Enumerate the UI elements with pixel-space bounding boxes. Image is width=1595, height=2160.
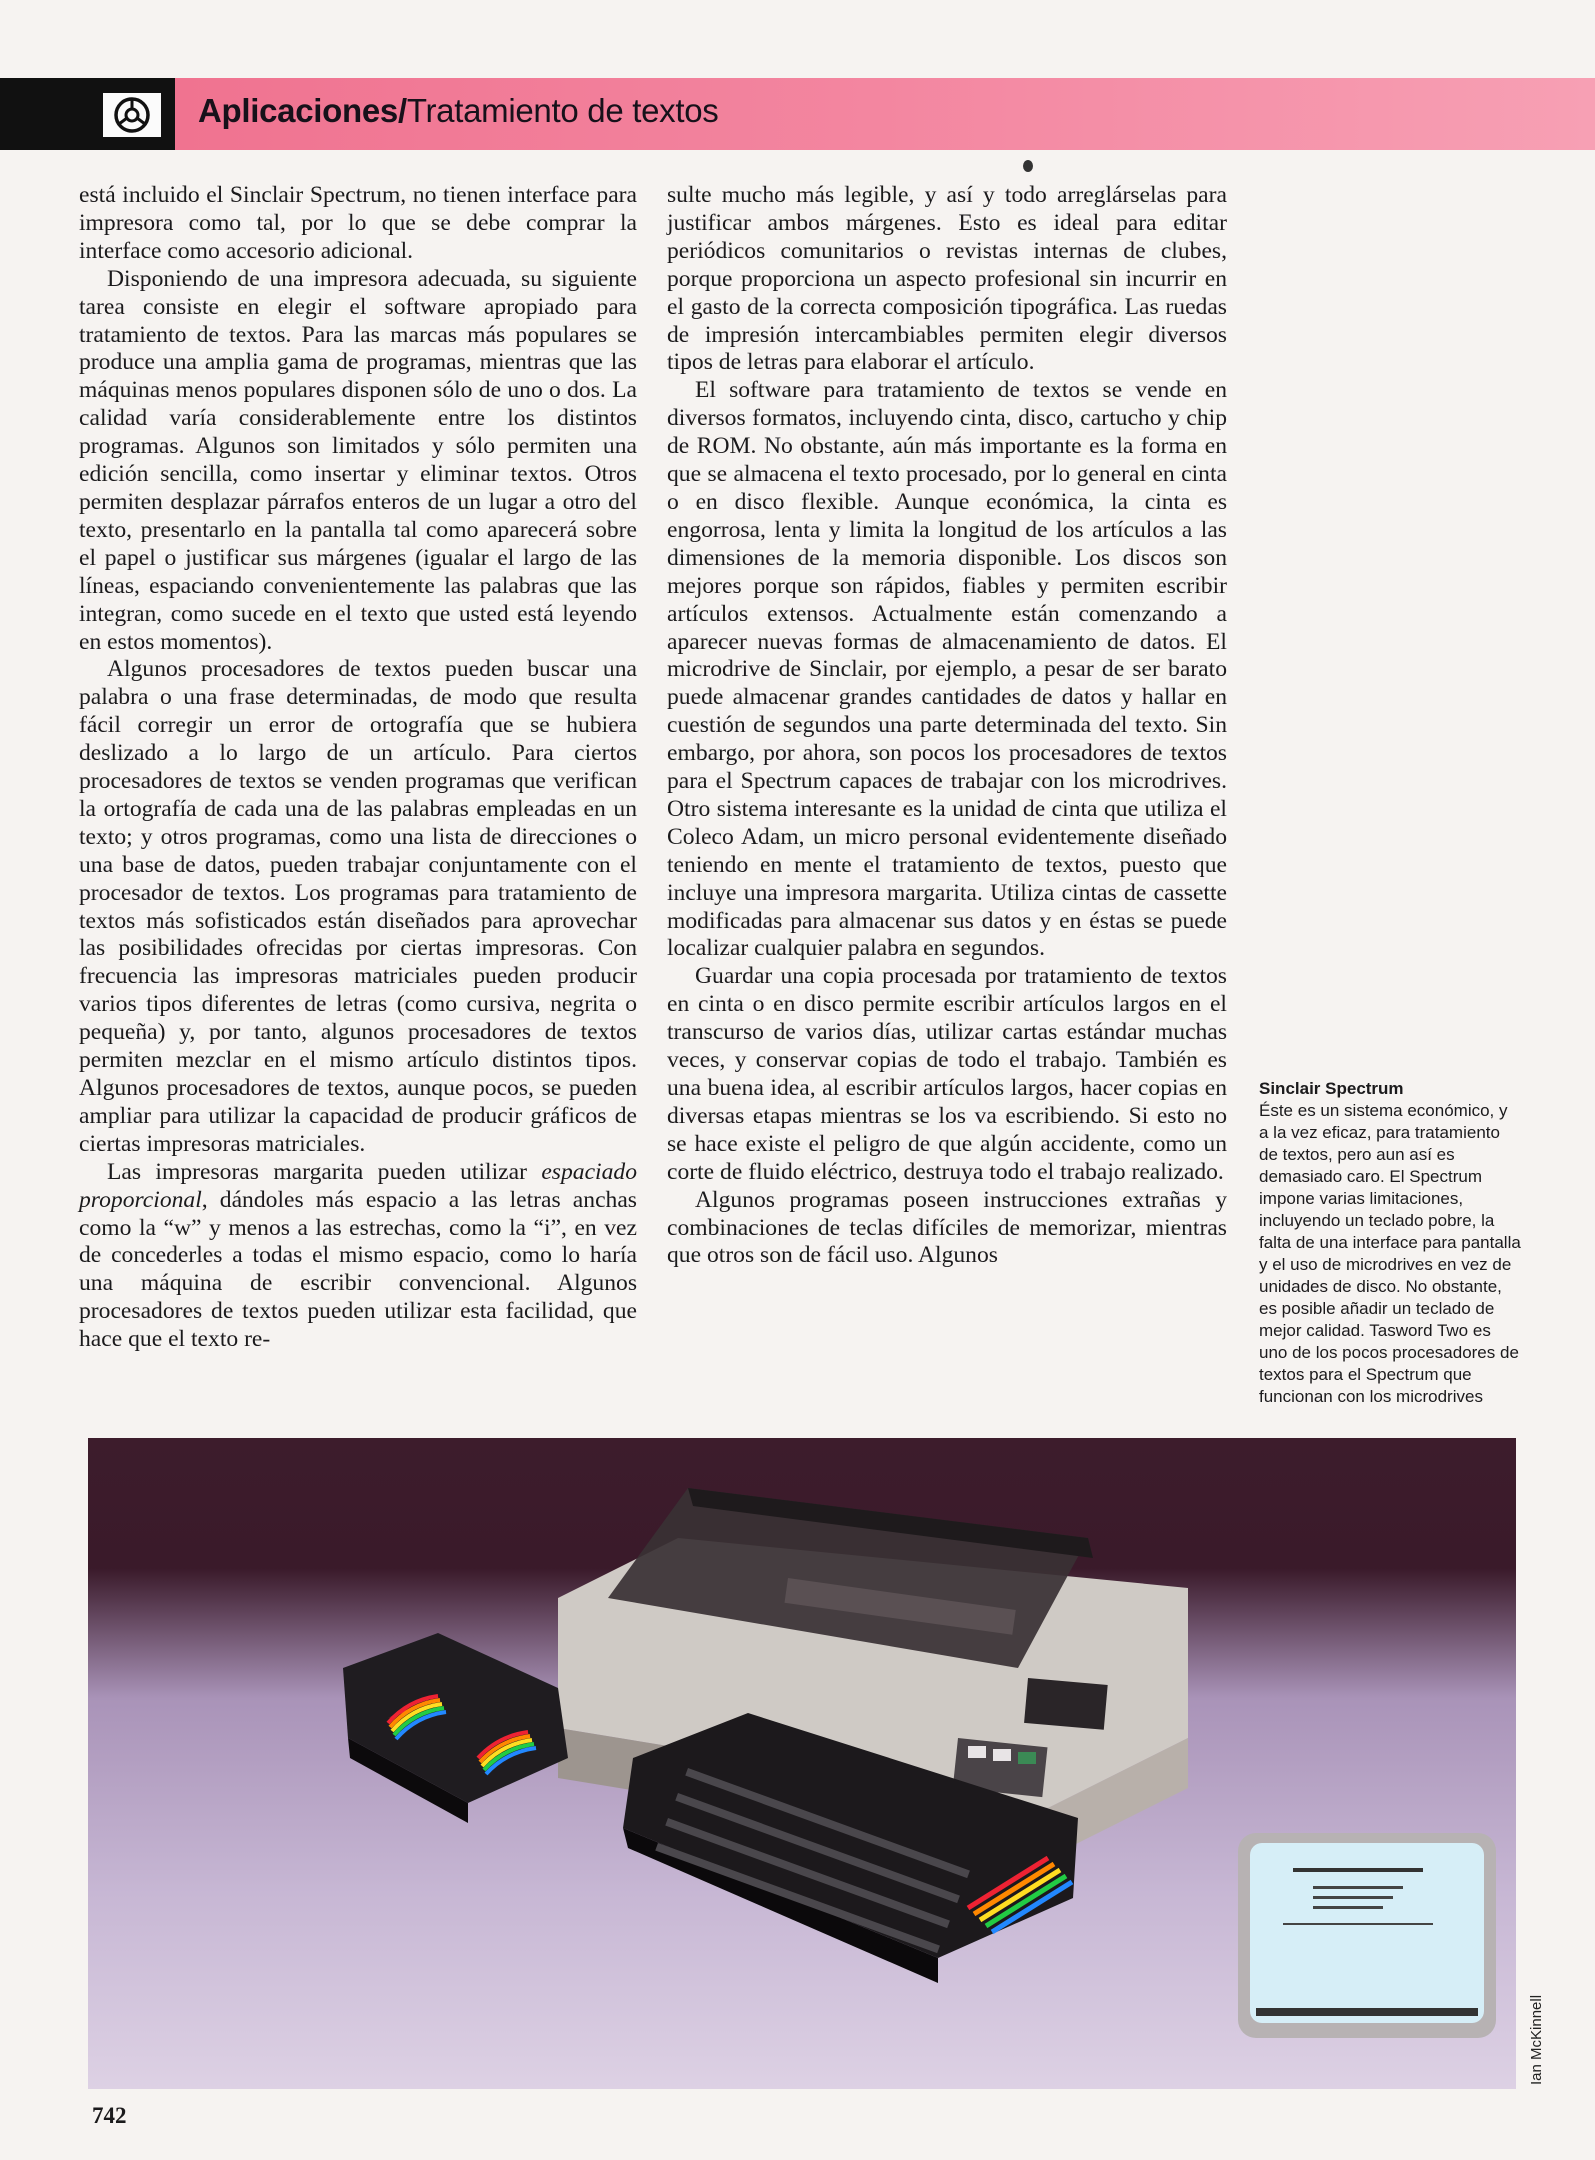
paragraph: está incluido el Sinclair Spectrum, no tienen interface para impresora como tal, por lo que se debe comprar la interface como accesorio adicional. <box>79 182 637 264</box>
microdrive-illustration <box>343 1633 568 1823</box>
paragraph <box>79 1159 637 1354</box>
article-column-1 <box>79 182 637 1354</box>
photo-caption <box>1259 1078 1521 1408</box>
section-title <box>198 92 719 130</box>
product-photo <box>88 1438 1516 2089</box>
section-name: Aplicaciones/ <box>198 92 407 129</box>
paragraph: El software para tratamiento de textos se vende en diversos formatos, incluyendo cinta, disco, cartucho y chip de ROM. No obstante, aún más importante es la forma en que se almacena el texto procesado, por lo general en cinta o en disco flexible. Aunque económica, la cinta es engorrosa, lenta y limita la longitud de los artículos a las dimensiones de la memoria disponible. Los discos son mejores porque son rápidos, fiables y permiten escribir artículos extensos. Actualmente están comenzando a aparecer nuevas formas de almacenamiento de datos. El microdrive de Sinclair, por ejemplo, a pesar de ser barato puede almacenar grandes cantidades de datos y hallar en cuestión de segundos una parte determinada del texto. Sin embargo, por ahora, son pocos los procesadores de textos para el Spectrum capaces de trabajar con los microdrives. Otro sistema interesante es la unidad de cinta que utiliza el Coleco Adam, un micro personal evidentemente diseñado teniendo en mente el tratamiento de textos, puesto que incluye una impresora margarita. Utiliza cintas de cassette modificadas para almacenar sus datos y en éstas se puede localizar cualquier palabra en segundos. <box>667 377 1227 962</box>
paragraph-text: Las impresoras margarita pueden utilizar <box>107 1158 542 1185</box>
paragraph-text: , dándoles más espacio a las letras anchas como la “w” y menos a las estrechas, como la “i”, en vez de concederles a todas el mismo espacio, como lo haría una máquina de escribir convencional. Algunos procesadores de textos pueden utilizar esta facilidad, que hace que el texto re- <box>79 1186 637 1353</box>
section-topic: Tratamiento de textos <box>406 92 719 129</box>
monitor-screen-illustration <box>1238 1833 1496 2038</box>
italic-term: espaciado proporcional <box>79 1158 637 1213</box>
paragraph: Algunos procesadores de textos pueden buscar una palabra o una frase determinadas, de modo que resulta fácil corregir un error de ortografía que se hubiera deslizado a lo largo de un artículo. Para ciertos procesadores de textos se venden programas que verifican la ortografía de cada una de las palabras empleadas en un texto; y otros programas, como una lista de direcciones o una base de datos, pueden trabajar conjuntamente con el procesador de textos. Los programas para tratamiento de textos más sofisticados están diseñados para aprovechar las posibilidades ofrecidas por ciertas impresoras. Con frecuencia las impresoras matriciales pueden producir varios tipos diferentes de letras (como cursiva, negrita o pequeña) y, por tanto, algunos procesadores de textos permiten mezclar en el mismo artículo distintos tipos. Algunos procesadores de textos, aunque pocos, se pueden ampliar para utilizar la capacidad de producir gráficos de ciertas impresoras matriciales. <box>79 656 637 1157</box>
photo-credit: Ian McKinnell <box>1528 1994 1545 2085</box>
caption-body: Éste es un sistema económico, y a la vez eficaz, para tratamiento de textos, pero aun así es demasiado caro. El Spectrum impone varias limitaciones, incluyendo un teclado pobre, la falta de una interface para pantalla y el uso de microdrives en vez de unidades de disco. No obstante, es posible añadir un teclado de mejor calidad. Tasword Two es uno de los pocos procesadores de textos para el Spectrum que funcionan con los microdrives <box>1259 1101 1521 1406</box>
caption-title: Sinclair Spectrum <box>1259 1079 1404 1098</box>
paragraph: Algunos programas poseen instrucciones extrañas y combinaciones de teclas difíciles de memorizar, mientras que otros son de fácil uso. Algunos <box>667 1186 1227 1269</box>
paragraph: sulte mucho más legible, y así y todo arreglárselas para justificar ambos márgenes. Esto es ideal para editar periódicos comunitarios o revistas internas de clubes, porque proporciona un aspecto profesional sin incurrir en el gasto de la correcta composición tipográfica. Las ruedas de impresión intercambiables permiten elegir diversos tipos de letras para elaborar el artículo. <box>667 182 1227 376</box>
circle-logo-icon <box>100 90 164 140</box>
article-column-2 <box>667 182 1227 1270</box>
paragraph: Guardar una copia procesada por tratamiento de textos en cinta o en disco permite escribir artículos largos en el transcurso de varios días, utilizar cartas estándar muchas veces, y conservar copias de todo el trabajo. También es una buena idea, al escribir artículos largos, hacer copias en diversas etapas mientras se los va escribiendo. Si esto no se hace existe el peligro de que algún accidente, como un corte de fluido eléctrico, destruya todo el trabajo realizado. <box>667 963 1227 1185</box>
paragraph: Disponiendo de una impresora adecuada, su siguiente tarea consiste en elegir el software apropiado para tratamiento de textos. Para las marcas más populares se produce una amplia gama de programas, mientras que las máquinas menos populares disponen sólo de uno o dos. La calidad varía considerablemente entre los distintos programas. Algunos son limitados y sólo permiten una edición sencilla, como insertar y eliminar textos. Otros permiten desplazar párrafos enteros de un lugar a otro del texto, presentarlo en la pantalla tal como aparecerá sobre el papel o justificar sus márgenes (igualar el largo de las líneas, espaciando convenientemente las palabras que las integran, como sucede en el texto que usted está leyendo en estos momentos). <box>79 265 637 655</box>
page-number: 742 <box>92 2103 127 2128</box>
bullet-dot <box>1023 160 1033 172</box>
